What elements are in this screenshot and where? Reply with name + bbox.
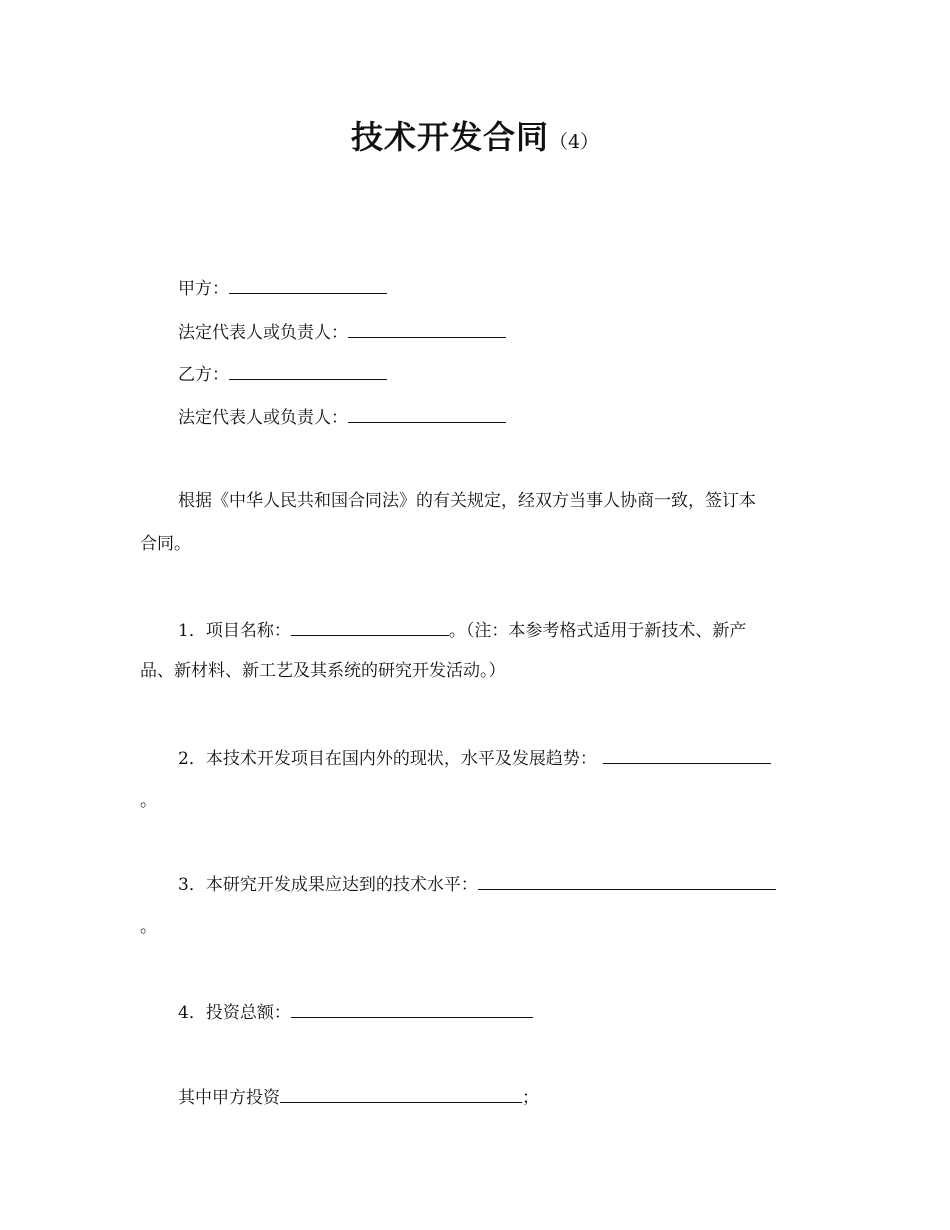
- party-a-label: 甲方：: [178, 279, 229, 299]
- party-a-investment-line: [178, 1085, 539, 1109]
- clause-1-tail: 。（注：本参考格式适用于新技术、新产: [448, 621, 747, 641]
- clause-2-end: 。: [140, 791, 157, 811]
- rep-a-line: [178, 320, 506, 344]
- rep-a-blank: [348, 320, 506, 338]
- document-title: [0, 112, 950, 158]
- title-main: 技术开发合同: [350, 118, 549, 156]
- project-name-blank: [291, 618, 449, 636]
- clause-4-line: [178, 1000, 533, 1024]
- party-a-investment-label: 其中甲方投资: [178, 1088, 280, 1108]
- party-b-line: [178, 362, 387, 386]
- clause-1-label: 1．项目名称：: [178, 621, 291, 641]
- party-b-label: 乙方：: [178, 365, 229, 385]
- title-suffix: （4）: [548, 131, 600, 153]
- clause-2-line-1: [178, 746, 771, 770]
- clause-3-label: 3．本研究开发成果应达到的技术水平：: [178, 875, 478, 895]
- party-b-blank: [229, 362, 387, 380]
- status-trend-blank: [603, 746, 771, 764]
- clause-3-end: 。: [140, 917, 157, 937]
- rep-b-label: 法定代表人或负责人：: [178, 408, 348, 428]
- rep-b-line: [178, 405, 506, 429]
- rep-a-label: 法定代表人或负责人：: [178, 323, 348, 343]
- party-a-investment-blank: [280, 1085, 522, 1103]
- party-a-blank: [229, 276, 387, 294]
- clause-1-line-2: 品、新材料、新工艺及其系统的研究开发活动。）: [140, 661, 506, 681]
- clause-3-line-1: [178, 872, 776, 896]
- clause-2-label: 2．本技术开发项目在国内外的现状，水平及发展趋势：: [178, 749, 597, 769]
- party-a-investment-end: ；: [522, 1088, 539, 1108]
- party-a-line: [178, 276, 387, 300]
- rep-b-blank: [348, 405, 506, 423]
- clause-4-label: 4．投资总额：: [178, 1003, 291, 1023]
- total-investment-blank: [291, 1000, 533, 1018]
- tech-level-blank: [478, 872, 776, 890]
- preamble-line-1: 根据《中华人民共和国合同法》的有关规定，经双方当事人协商一致，签订本: [178, 491, 756, 511]
- preamble-line-2: 合同。: [140, 534, 191, 554]
- clause-1-line-1: [178, 618, 746, 642]
